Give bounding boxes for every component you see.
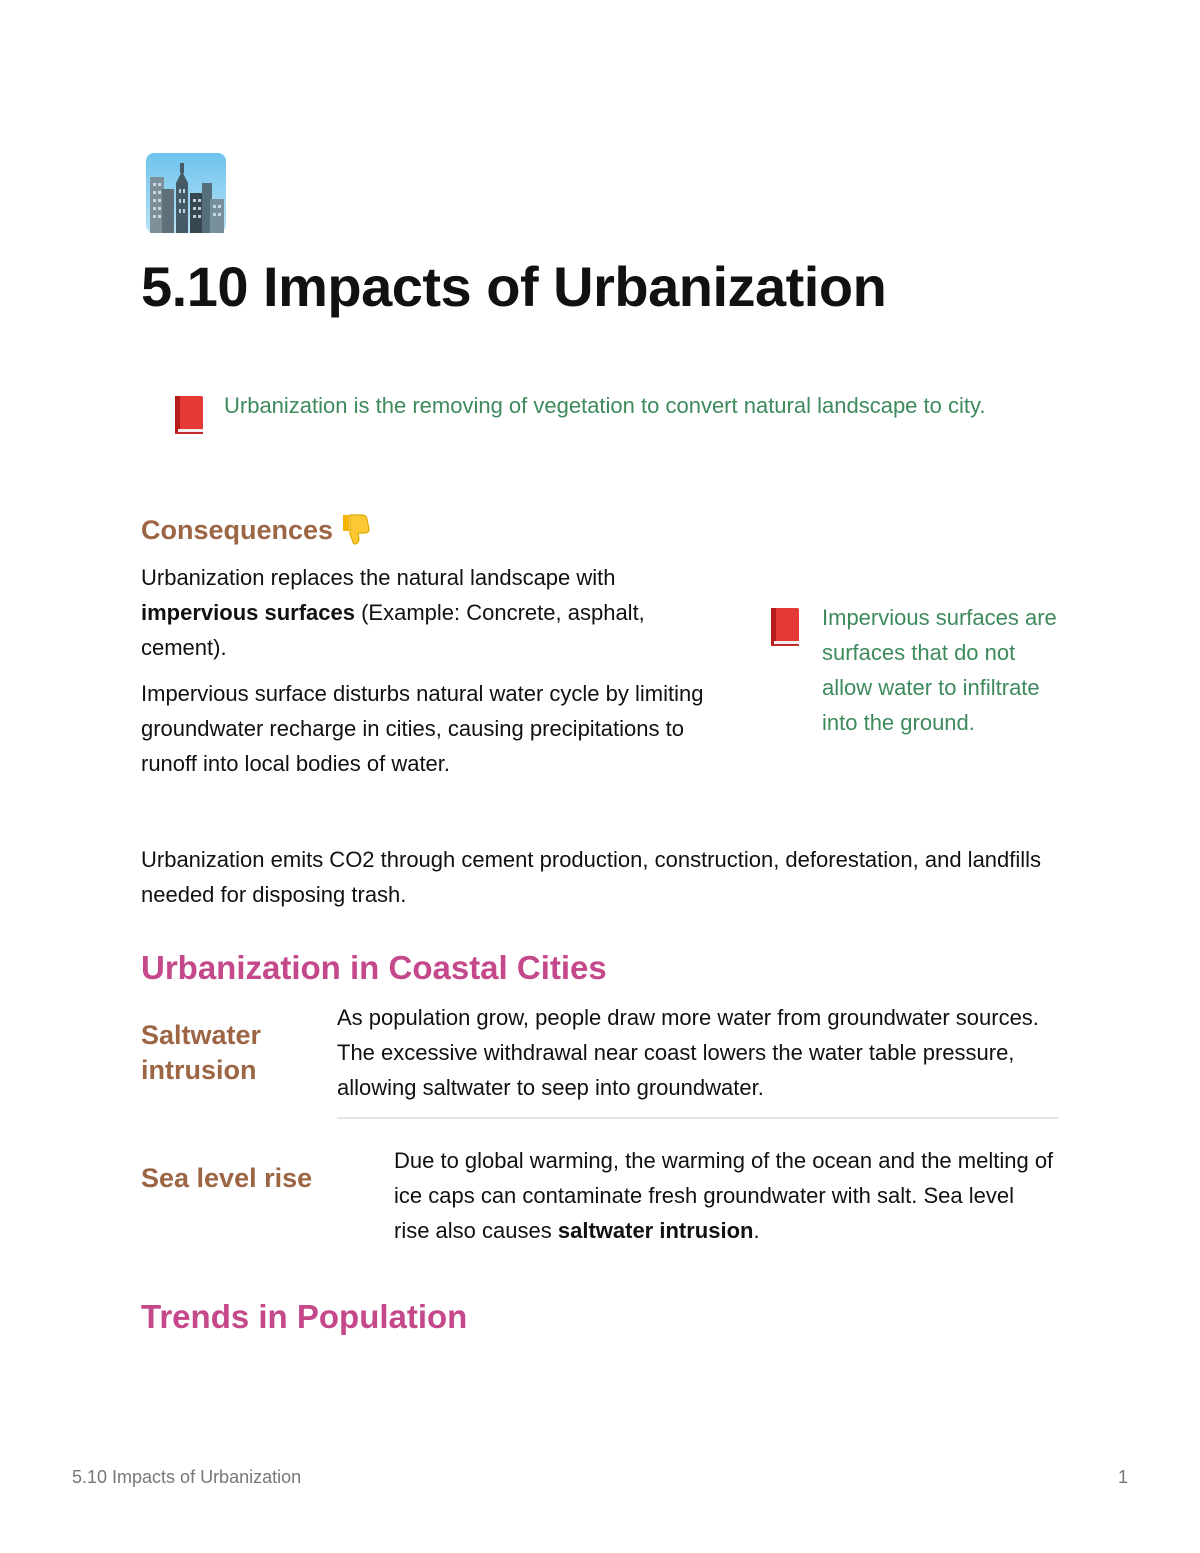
definition-saltwater-intrusion: As population grow, people draw more water from groundwater sources. The excessive withdrawal near coast lowers the water table pressure, allowing saltwater to seep into groundwater.: [337, 1005, 1039, 1100]
consequences-heading: [141, 510, 371, 556]
coastal-cities-heading: Urbanization in Coastal Cities: [141, 949, 607, 986]
paragraph-water-cycle: Impervious surface disturbs natural water cycle by limiting groundwater recharge in cities, causing precipitations to runoff into local bodies of water.: [141, 681, 704, 776]
definition-callout: Urbanization is the removing of vegetation to convert natural landscape to city.: [224, 393, 986, 418]
paragraph-impervious: [141, 560, 721, 665]
footer-title: 5.10 Impacts of Urbanization: [72, 1467, 302, 1487]
term-saltwater-intrusion: Saltwater intrusion: [141, 1020, 262, 1085]
def2-text-after: .: [753, 1218, 760, 1243]
red-book-icon: [172, 394, 206, 436]
paragraph-co2: Urbanization emits CO2 through cement production, construction, deforestation, and landfills needed for disposing trash.: [141, 847, 1042, 907]
trends-heading: Trends in Population: [141, 1298, 468, 1335]
para1-bold: impervious surfaces: [141, 600, 355, 625]
divider: [337, 1117, 1059, 1119]
para1-text-after: (Example: Concrete, asphalt, cement).: [141, 600, 645, 660]
definition-sea-level-rise: [394, 1143, 1054, 1248]
term-sea-level-rise: Sea level rise: [141, 1163, 313, 1193]
def2-bold: saltwater intrusion: [557, 1218, 754, 1243]
page-number: 1: [1118, 1467, 1129, 1487]
impervious-definition-callout: Impervious surfaces are surfaces that do not allow water to infiltrate into the ground.: [822, 605, 1057, 735]
consequences-heading-label: Consequences: [141, 515, 334, 545]
page-title: 5.10 Impacts of Urbanization: [141, 255, 887, 318]
thumbs-down-icon: [339, 511, 371, 556]
cityscape-icon: [146, 153, 226, 233]
para1-text: Urbanization replaces the natural landscape with: [141, 565, 616, 590]
def2-text: Due to global warming, the warming of the ocean and the melting of ice caps can contaminate fresh groundwater with salt. Sea level rise also causes: [394, 1148, 1054, 1243]
red-book-icon: [768, 606, 802, 648]
